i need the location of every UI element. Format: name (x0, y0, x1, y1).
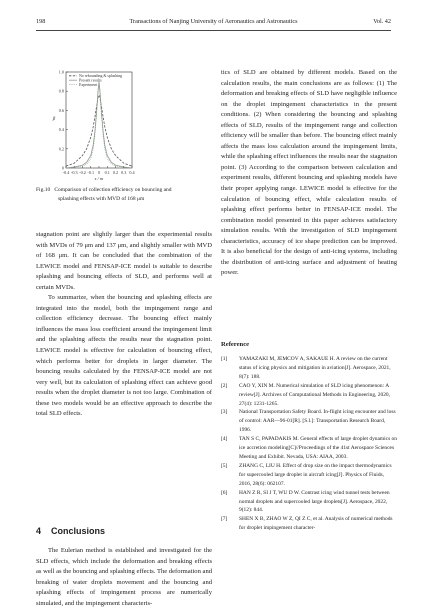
page-number: 198 (36, 18, 46, 25)
reference-number: [6] (221, 489, 228, 496)
reference-text: TAN S C, PAPADAKIS M. General effects of large droplet dynamics on ice accretion modeling[C]//Proceedings of the 41st Aerospace Sciences Meeting and Exhibit. Nevada, USA: AIAA, 2003. (239, 436, 397, 460)
x-tick-label: 0.3 (121, 170, 127, 175)
reference-number: [2] (221, 382, 228, 389)
reference-number: [4] (221, 436, 228, 443)
y-tick-label: 1.0 (58, 69, 64, 75)
reference-text: YAMAZAKI M, JEMCOV A, SAKAUE H. A review on the current status of icing physics and mitigation in aviation[J]. Aerospace, 2021, 8(7): 188. (239, 356, 391, 380)
y-tick-label: 0.6 (58, 107, 64, 113)
reference-item (221, 382, 397, 409)
reference-number: [5] (221, 462, 228, 469)
x-tick-label: -0.2 (79, 170, 86, 175)
x-tick-label: -0.4 (62, 170, 70, 175)
reference-item (221, 489, 397, 516)
reference-text: ZHANG C, LIU H. Effect of drop size on the impact thermodynamics for supercooled large droplet in aircraft icing[J]. Physics of Fluids, 2016, 28(6): 062107. (239, 462, 392, 487)
reference-item (221, 355, 397, 382)
reference-item (221, 435, 397, 462)
reference-number: [1] (221, 356, 228, 362)
y-tick-label: 0 (61, 165, 64, 171)
section-heading (36, 526, 115, 536)
y-axis-label: β (52, 117, 56, 122)
running-header (36, 18, 391, 30)
x-tick-label: -0.1 (87, 170, 95, 175)
section-title: Conclusions (51, 526, 106, 536)
right-column (221, 68, 397, 279)
journal-title: Transactions of Nanjing University of Aeronautics and Astronautics (129, 18, 298, 25)
caption-line-1: Comparison of collection efficiency on bouncing and (54, 187, 172, 193)
reference-item (221, 462, 397, 489)
x-tick-label: 0 (97, 170, 101, 175)
y-tick-label: 0.4 (58, 127, 64, 133)
x-tick-label: 0.4 (129, 170, 135, 175)
y-tick-label: 0.2 (58, 146, 64, 152)
chart-legend (69, 74, 122, 87)
x-tick-label: 0.2 (112, 170, 119, 175)
references-title: Reference (221, 341, 250, 348)
figure-caption (36, 186, 212, 203)
reference-text: SHEN X B, ZHAO W Z, QI Z C, et al. Analysis of numerical methods for droplet impingement character- (239, 516, 393, 532)
caption-line-2: splashing effects with MVD of 168 μm (58, 195, 145, 202)
left-paragraph-3: The Eulerian method is established and investigated for the SLD effects, which include the deformation and breaking effects as well as the bouncing and splashing effects. The deformation and breaking of water droplets movement and the bouncing and splashing effects of impingement process are numerically simulated, and the impingement characteris- (36, 547, 212, 607)
reference-item (221, 515, 397, 533)
reference-text: HAN Z R, SI J T, WU D W. Contrast icing wind tunnel tests between normal droplets and supercooled large droplets[J]. Aerospace, 2022, 9(12): 844. (239, 489, 390, 514)
series-line (66, 84, 132, 168)
legend-label: No rebounding & splashing (79, 74, 123, 78)
x-tick-label: 0.1 (104, 170, 110, 175)
reference-number: [7] (221, 516, 228, 523)
legend-label: Present results (79, 78, 102, 83)
reference-number: [3] (221, 409, 228, 416)
section-number: 4 (36, 526, 42, 536)
right-paragraph-1: tics of SLD are obtained by different models. Based on the calculation results, the main conclusions are as follows: (1) The deformation and breaking effects of SLD have negligible influence on the droplet impingement characteristics in the present conditions. (2) When considering the bouncing and splashing effects of SLD, results of the impingement range and collection efficiency will be smaller than before. The bouncing effect mainly affects the mass loss calculation around the impingement limits, while the splashing effect influences the results near the stagnation point. (3) According to the comparison between calculation and experiment results, different bouncing and splashing models have their proper applying range. LEWICE model is effective for the calculation of bouncing effect, while calculation results of splashing effect performs better in FENSAP-ICE model. The combination model presented in this paper achieves satisfactory simulation results. With the investigation of SLD impingement characteristics, accuracy of ice shape prediction can be improved. It is also beneficial for the design of anti-icing systems, including the distribution of anti-icing surface and adjustment of heating power. (221, 69, 397, 277)
left-paragraph-1: stagnation point are slightly larger than the experimental results with MVDs of 79 μm and 137 μm, and slightly smaller with MVD of 168 μm. It can be concluded that the combination of the LEWICE model and FENSAP-ICE model is suitable to describe splashing and bouncing effects of SLD, and performs well at certain MVDs. (36, 231, 212, 291)
x-axis-label: s / m (94, 176, 104, 181)
collection-efficiency-chart (36, 64, 212, 188)
caption-label: Fig.10 (36, 187, 51, 193)
legend-label: Experiment (79, 82, 98, 87)
reference-list (221, 355, 397, 533)
volume-label: Vol. 42 (373, 18, 391, 25)
series-line (66, 82, 132, 168)
reference-text: CAO Y, XIN M. Numerical simulation of SLD icing phenomenon: A review[J]. Archives of Computational Methods in Engineering, 2020, 27(4): 1231-1265. (239, 382, 391, 407)
x-tick-label: -0.3 (70, 170, 78, 175)
header-rule (36, 30, 391, 31)
reference-text: National Transportation Safety Board. In-flight icing encounter and loss of control: AAR—96-01[R]. [S.l.]: Transportation Research Board, 1996. (239, 409, 396, 434)
reference-item (221, 408, 397, 435)
y-tick-label: 0.8 (58, 88, 64, 94)
left-paragraph-2: To summarize, when the bouncing and splashing effects are integrated into the model, both the impingement range and collection efficiency decrease. The bouncing effect mainly influences the mass loss coefficient around the impingement limit and the splashing affects the results near the stagnation point. LEWICE model is effective for calculation of bouncing effect, which performs better for droplets in larger diameter. The bouncing results calculated by the FENSAP-ICE model are not very well, but its calculation of splashing effect can achieve good results when the droplet diameter is not too large. Combination of these two models would be an effective approach to describe the total SLD effects. (36, 294, 212, 418)
left-column (36, 230, 212, 420)
conclusions-body (36, 546, 212, 609)
series-line (66, 95, 132, 166)
chart-series (66, 82, 132, 168)
